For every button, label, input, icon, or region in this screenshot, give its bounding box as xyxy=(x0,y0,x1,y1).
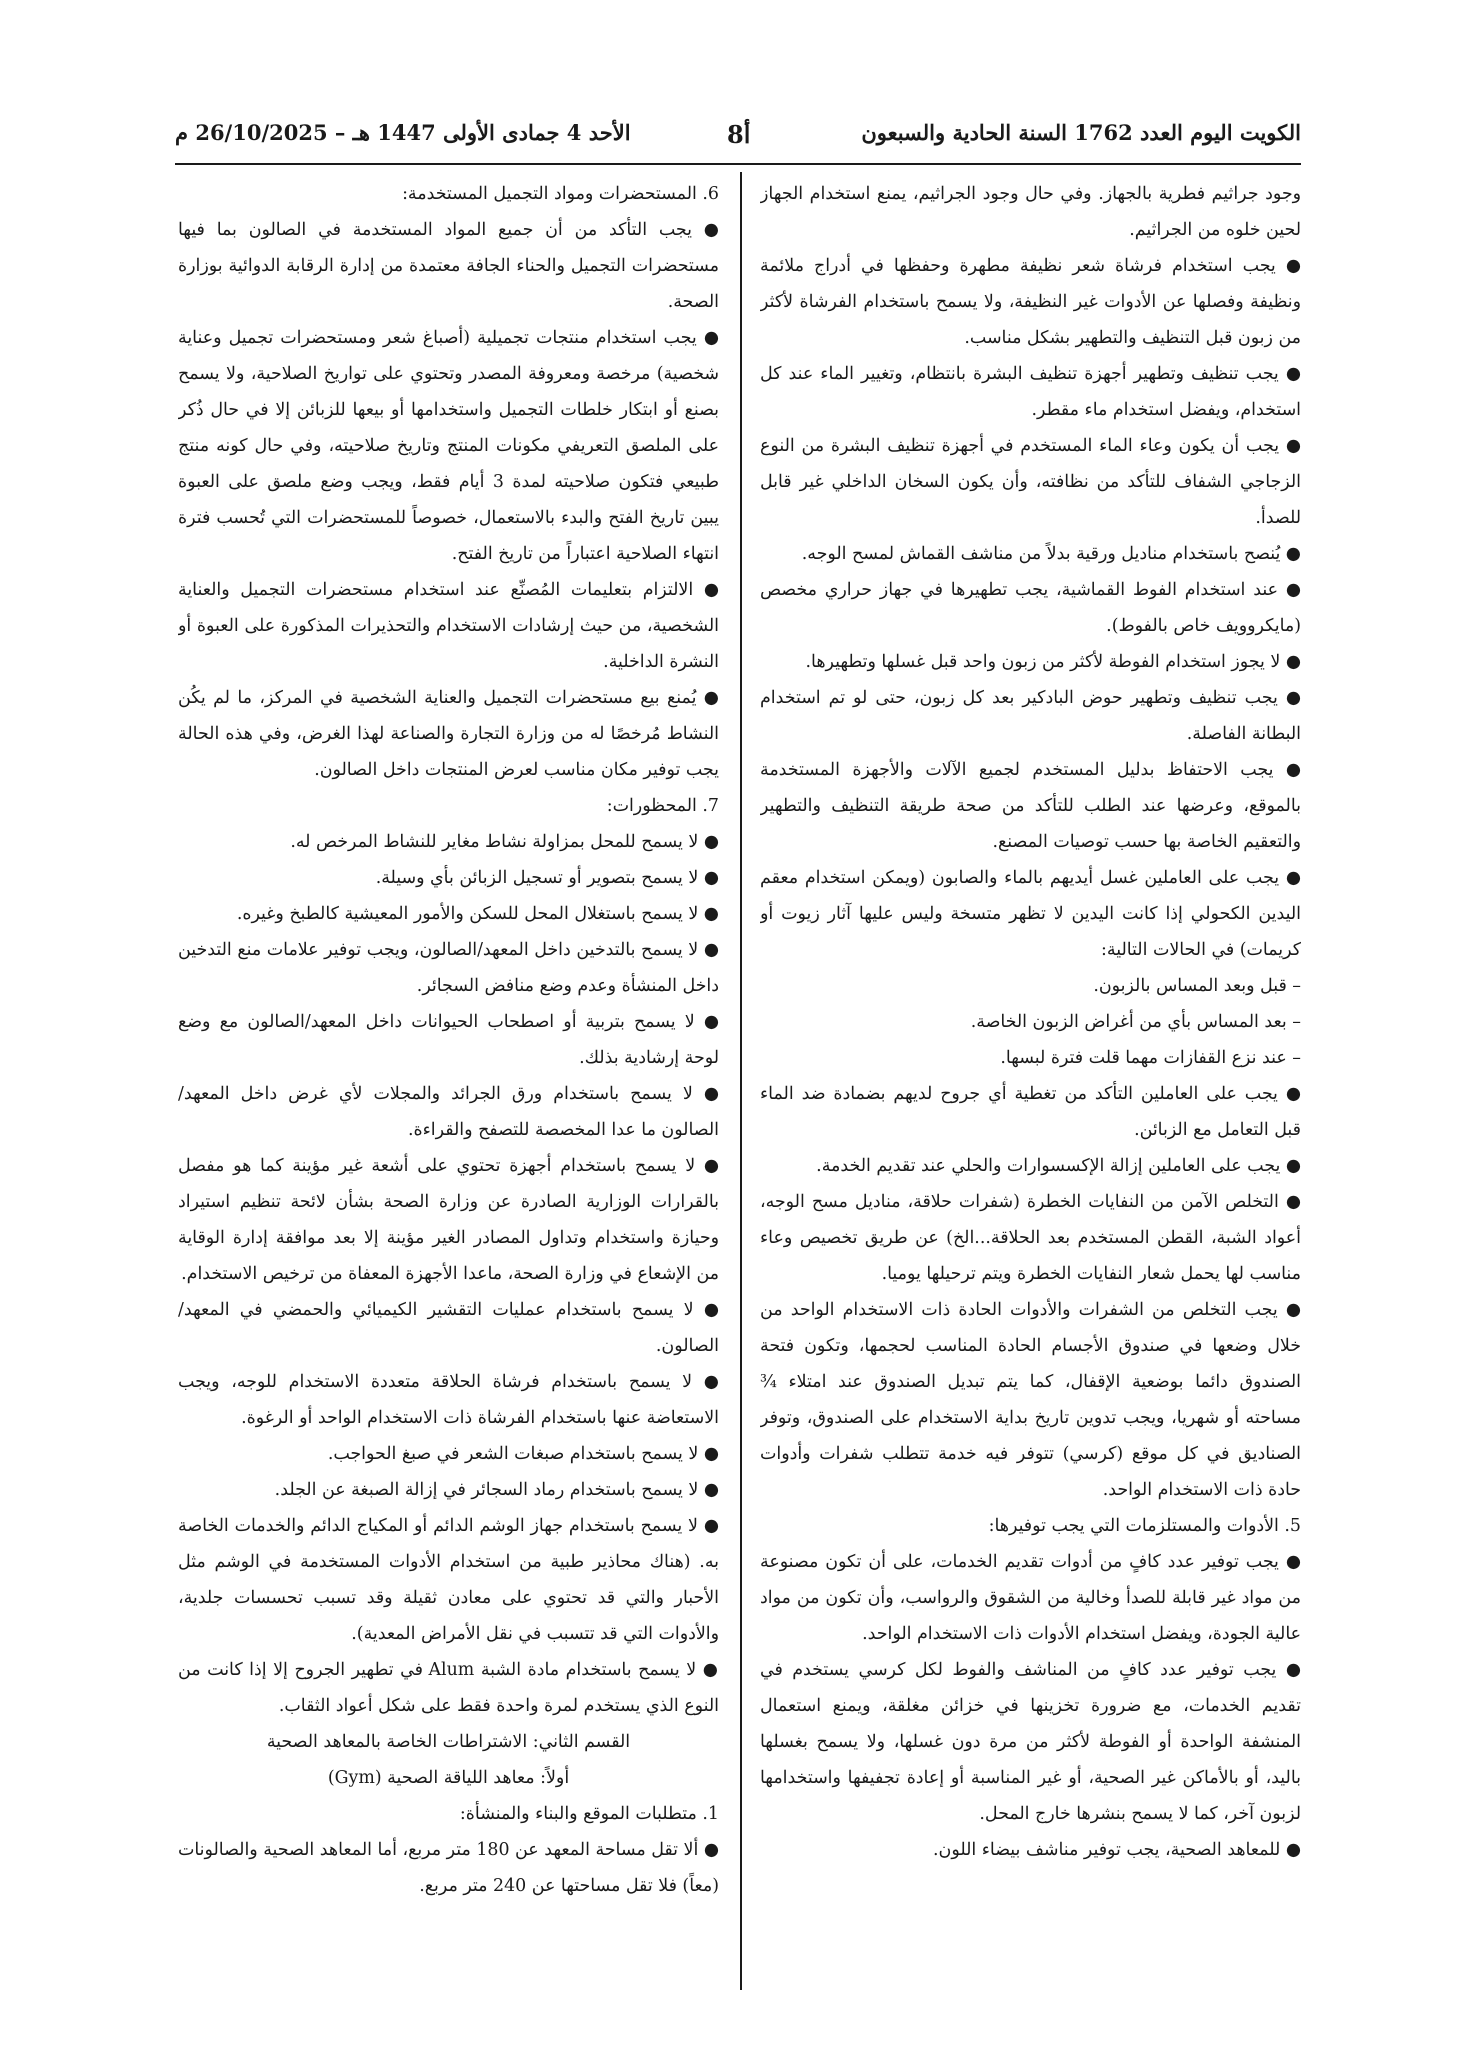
paragraph: ● يجب تنظيف وتطهير أجهزة تنظيف البشرة بانتظام، وتغيير الماء عند كل استخدام، ويفضل استخدام ماء مقطر. xyxy=(760,364,1301,420)
list-item: – قبل وبعد المساس بالزبون. xyxy=(1093,976,1301,996)
section-heading: 6. المستحضرات ومواد التجميل المستخدمة: xyxy=(402,184,719,204)
paragraph: ● ألا تقل مساحة المعهد عن 180 متر مربع، أما المعاهد الصحية والصالونات (معاً) فلا تقل مساحتها عن 240 متر مربع. xyxy=(178,1840,719,1896)
paragraph: ● لا يسمح باستخدام عمليات التقشير الكيميائي والحمضي في المعهد/الصالون. xyxy=(178,1300,719,1356)
paragraph: ● يجب على العاملين غسل أيديهم بالماء والصابون (ويمكن استخدام معقم اليدين الكحولي إذا كانت اليدين لا تظهر متسخة وليس عليها آثار زيوت أو كريمات) في الحالات التالية: xyxy=(760,868,1301,960)
section-heading: 7. المحظورات: xyxy=(606,796,719,816)
paragraph: ● لا يسمح باستخدام مادة الشبة Alum في تطهير الجروح إلا إذا كانت من النوع الذي يستخدم لمرة واحدة فقط على شكل أعواد الثقاب. xyxy=(178,1660,719,1716)
section-heading: 1. متطلبات الموقع والبناء والمنشأة: xyxy=(459,1804,719,1824)
list-item: – بعد المساس بأي من أغراض الزبون الخاصة. xyxy=(970,1012,1301,1032)
paragraph: ● لا يسمح بالتدخين داخل المعهد/الصالون، ويجب توفير علامات منع التدخين داخل المنشأة وعدم وضع منافض السجائر. xyxy=(178,940,719,996)
paragraph: ● لا يسمح باستخدام جهاز الوشم الدائم أو المكياج الدائم والخدمات الخاصة به. (هناك محاذير طبية من استخدام الأدوات المستخدمة في الوشم مثل الأحبار والتي قد تحتوي على معادن ثقيلة وقد تسبب تحسسات جلدية، والأدوات التي قد تتسبب في نقل الأمراض المعدية). xyxy=(178,1516,719,1644)
paragraph: ● يجب على العاملين إزالة الإكسسوارات والحلي عند تقديم الخدمة. xyxy=(816,1156,1301,1176)
list-item: – عند نزع القفازات مهما قلت فترة لبسها. xyxy=(1000,1048,1301,1068)
paragraph: ● لا يسمح باستخدام أجهزة تحتوي على أشعة غير مؤينة كما هو مفصل بالقرارات الوزارية الصادرة عن وزارة الصحة بشأن لائحة تنظيم استيراد وحيازة واستخدام وتداول المصادر الغير مؤينة إلا بعد موافقة إدارة الوقاية من الإشعاع في وزارة الصحة، ماعدا الأجهزة المعفاة من ترخيص الاستخدام. xyxy=(178,1156,719,1284)
right-column xyxy=(760,176,1301,1986)
header-rule xyxy=(175,163,1301,165)
paragraph: ● يجب تنظيف وتطهير حوض البادكير بعد كل زبون، حتى لو تم استخدام البطانة الفاصلة. xyxy=(760,688,1301,744)
paragraph: ● لا يسمح باستغلال المحل للسكن والأمور المعيشية كالطبخ وغيره. xyxy=(236,904,719,924)
paragraph: ● لا يسمح باستخدام ورق الجرائد والمجلات لأي غرض داخل المعهد/الصالون ما عدا المخصصة للتصفح والقراءة. xyxy=(178,1084,719,1140)
paragraph: ● يجب استخدام فرشاة شعر نظيفة مطهرة وحفظها في أدراج ملائمة ونظيفة وفصلها عن الأدوات غير النظيفة، ولا يسمح باستخدام الفرشاة لأكثر من زبون قبل التنظيف والتطهير بشكل مناسب. xyxy=(760,256,1301,348)
paragraph: ● الالتزام بتعليمات المُصنِّع عند استخدام مستحضرات التجميل والعناية الشخصية، من حيث إرشادات الاستخدام والتحذيرات المذكورة على العبوة أو النشرة الداخلية. xyxy=(178,580,719,672)
paragraph: ● لا يسمح للمحل بمزاولة نشاط مغاير للنشاط المرخص له. xyxy=(290,832,719,852)
section-heading: 5. الأدوات والمستلزمات التي يجب توفيرها: xyxy=(988,1516,1301,1536)
paragraph: ● يُنصح باستخدام مناديل ورقية بدلاً من مناشف القماش لمسح الوجه. xyxy=(801,544,1301,564)
column-divider xyxy=(740,172,742,1990)
page-number: 8أ xyxy=(727,120,751,149)
paragraph: ● التخلص الآمن من النفايات الخطرة (شفرات حلاقة، مناديل مسح الوجه، أعواد الشبة، القطن المستخدم بعد الحلاقة...الخ) عن طريق تخصيص وعاء مناسب لها يحمل شعار النفايات الخطرة ويتم ترحيلها يوميا. xyxy=(760,1192,1301,1284)
paragraph: ● يجب استخدام منتجات تجميلية (أصباغ شعر ومستحضرات تجميل وعناية شخصية) مرخصة ومعروفة المصدر وتحتوي على تواريخ الصلاحية، ولا يسمح بصنع أو ابتكار خلطات التجميل واستخدامها أو بيعها للزبائن إلا في حال ذُكر على الملصق التعريفي مكونات المنتج وتاريخ صلاحيته، وفي حال كونه منتج طبيعي فتكون صلاحيته لمدة 3 أيام فقط، ويجب وضع ملصق على العبوة يبين تاريخ الفتح والبدء بالاستعمال، خصوصاً للمستحضرات التي تُحسب فترة انتهاء الصلاحية اعتباراً من تاريخ الفتح. xyxy=(178,328,719,564)
paragraph: وجود جراثيم فطرية بالجهاز. وفي حال وجود الجراثيم، يمنع استخدام الجهاز لحين خلوه من الجراثيم. xyxy=(760,184,1301,240)
paragraph: ● يجب توفير عدد كافٍ من المناشف والفوط لكل كرسي يستخدم في تقديم الخدمات، مع ضرورة تخزينها في خزائن مغلقة، ويمنع استعمال المنشفة الواحدة أو الفوطة لأكثر من مرة دون غسلها، ولا يسمح بغسلها باليد، أو بالأماكن غير الصحية، أو غير المناسبة أو إعادة تجفيفها واستخدامها لزبون آخر، كما لا يسمح بنشرها خارج المحل. xyxy=(760,1660,1301,1824)
paragraph: ● عند استخدام الفوط القماشية، يجب تطهيرها في جهاز حراري مخصص (مايكروويف خاص بالفوط). xyxy=(760,580,1301,636)
paragraph: ● لا يجوز استخدام الفوطة لأكثر من زبون واحد قبل غسلها وتطهيرها. xyxy=(805,652,1301,672)
left-column xyxy=(178,176,719,1986)
paragraph: ● يجب على العاملين التأكد من تغطية أي جروح لديهم بضمادة ضد الماء قبل التعامل مع الزبائن. xyxy=(760,1084,1301,1140)
paragraph: ● لا يسمح باستخدام فرشاة الحلاقة متعددة الاستخدام للوجه، ويجب الاستعاضة عنها باستخدام الفرشاة ذات الاستخدام الواحد أو الرغوة. xyxy=(178,1372,719,1428)
gazette-issue: الكويت اليوم العدد 1762 السنة الحادية والسبعون xyxy=(861,120,1301,145)
paragraph: ● يجب الاحتفاظ بدليل المستخدم لجميع الآلات والأجهزة المستخدمة بالموقع، وعرضها عند الطلب للتأكد من صحة طريقة التنظيف والتطهير والتعقيم الخاصة بها حسب توصيات المصنع. xyxy=(760,760,1301,852)
paragraph: ● لا يسمح بتصوير أو تسجيل الزبائن بأي وسيلة. xyxy=(375,868,719,888)
issue-date: الأحد 4 جمادى الأولى 1447 هـ – 26/10/2025 م xyxy=(175,120,631,145)
paragraph: ● يجب أن يكون وعاء الماء المستخدم في أجهزة تنظيف البشرة من النوع الزجاجي الشفاف للتأكد من نظافته، وأن يكون السخان الداخلي غير قابل للصدأ. xyxy=(760,436,1301,528)
paragraph: ● للمعاهد الصحية، يجب توفير مناشف بيضاء اللون. xyxy=(933,1840,1301,1860)
paragraph: ● لا يسمح باستخدام رماد السجائر في إزالة الصبغة عن الجلد. xyxy=(274,1480,719,1500)
paragraph: ● يجب التأكد من أن جميع المواد المستخدمة في الصالون بما فيها مستحضرات التجميل والحناء الجافة معتمدة من إدارة الرقابة الدوائية بوزارة الصحة. xyxy=(178,220,719,312)
paragraph: ● يجب التخلص من الشفرات والأدوات الحادة ذات الاستخدام الواحد من خلال وضعها في صندوق الأجسام الحادة المناسب لحجمها، وتكون فتحة الصندوق دائما بوضعية الإقفال، كما يتم تبديل الصندوق عند امتلاء ¾ مساحته أو شهريا، ويجب تدوين تاريخ بداية الاستخدام على الصندوق، وتوفر الصناديق في كل موقع (كرسي) تتوفر فيه خدمة تتطلب شفرات وأدوات حادة ذات الاستخدام الواحد. xyxy=(760,1300,1301,1500)
page-header xyxy=(175,120,1301,164)
subsection-heading: أولاً: معاهد اللياقة الصحية (Gym) xyxy=(327,1768,570,1788)
paragraph: ● لا يسمح بتربية أو اصطحاب الحيوانات داخل المعهد/الصالون مع وضع لوحة إرشادية بذلك. xyxy=(178,1012,719,1068)
paragraph: ● يُمنع بيع مستحضرات التجميل والعناية الشخصية في المركز، ما لم يكُن النشاط مُرخصًا له من وزارة التجارة والصناعة لهذا الغرض، وفي هذه الحالة يجب توفير مكان مناسب لعرض المنتجات داخل الصالون. xyxy=(178,688,719,780)
part-heading: القسم الثاني: الاشتراطات الخاصة بالمعاهد الصحية xyxy=(266,1732,631,1752)
paragraph: ● يجب توفير عدد كافٍ من أدوات تقديم الخدمات، على أن تكون مصنوعة من مواد غير قابلة للصدأ وخالية من الشقوق والرواسب، وأن تكون من مواد عالية الجودة، ويفضل استخدام الأدوات ذات الاستخدام الواحد. xyxy=(760,1552,1301,1644)
paragraph: ● لا يسمح باستخدام صبغات الشعر في صبغ الحواجب. xyxy=(327,1444,719,1464)
